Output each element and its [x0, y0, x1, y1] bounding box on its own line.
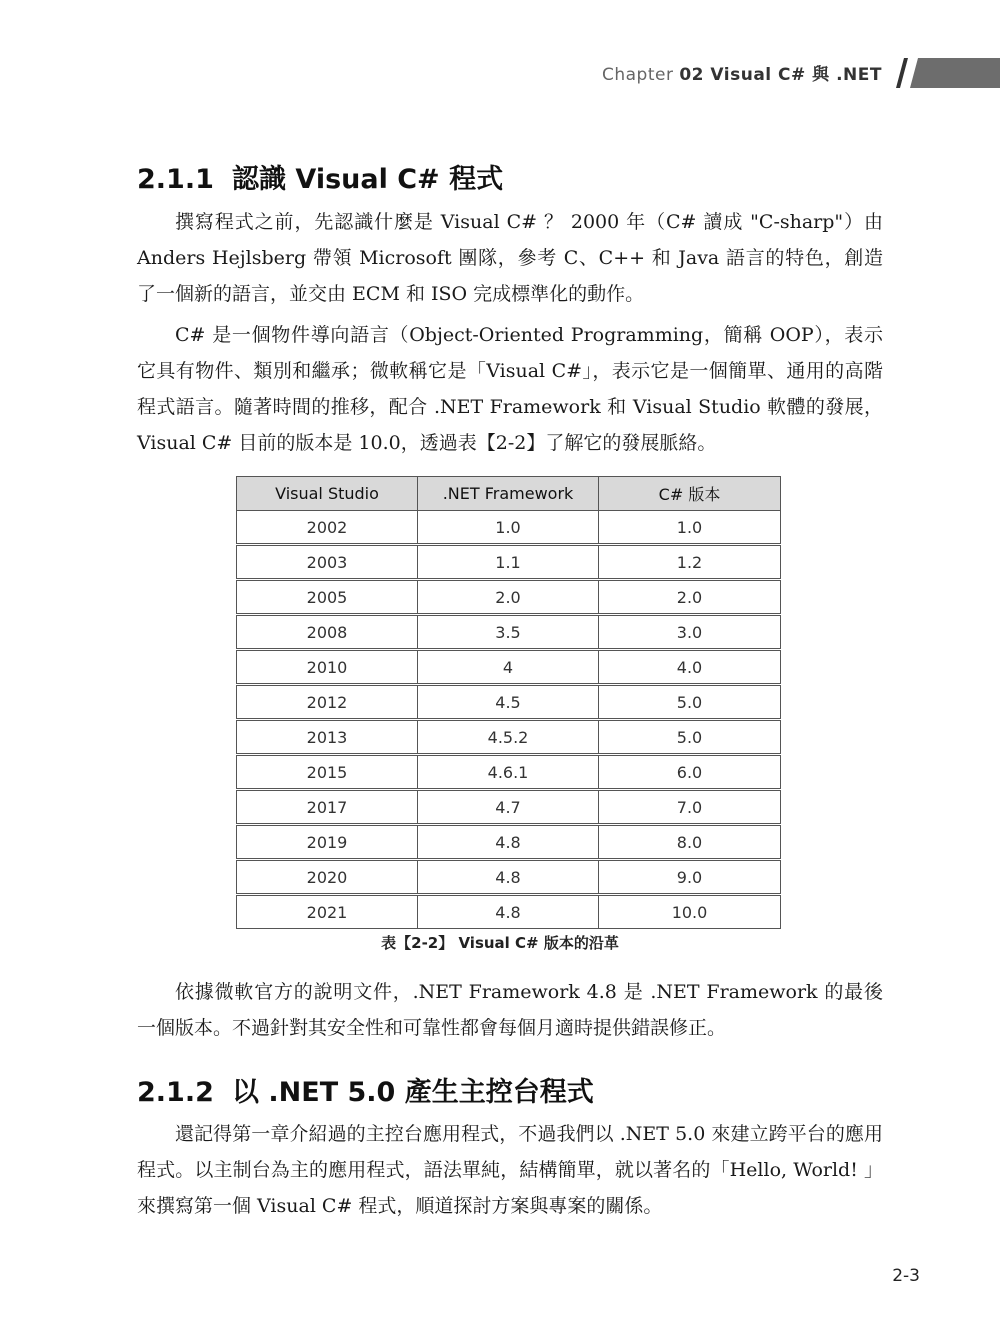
table-row	[237, 825, 781, 860]
table-row	[237, 545, 781, 580]
table-row	[237, 580, 781, 615]
header-slash-bar	[910, 58, 1000, 88]
table-header-cell: C# 版本	[599, 477, 781, 511]
table-cell: 2010	[237, 650, 418, 685]
table-row	[237, 895, 781, 929]
section-title-text: 以 .NET 5.0 產生主控台程式	[232, 1077, 594, 1108]
table-cell: 2019	[237, 825, 418, 860]
chapter-title: 02 Visual C# 與 .NET	[679, 65, 882, 85]
table-row	[237, 650, 781, 685]
table-cell: 4.0	[599, 650, 781, 685]
table-cell: 1.0	[418, 511, 599, 545]
table-cell: 2005	[237, 580, 418, 615]
table-header-cell: .NET Framework	[418, 477, 599, 511]
table-cell: 4.5.2	[418, 720, 599, 755]
page-number: 2-3	[892, 1266, 920, 1286]
table-cell: 6.0	[599, 755, 781, 790]
table-cell: 2.0	[418, 580, 599, 615]
table-cell: 4	[418, 650, 599, 685]
table-cell: 4.8	[418, 825, 599, 860]
chapter-label: Chapter	[601, 65, 674, 85]
section-title-text: 認識 Visual C# 程式	[232, 164, 504, 195]
table-cell: 9.0	[599, 860, 781, 895]
table-cell: 2002	[237, 511, 418, 545]
table-caption: 表【2-2】 Visual C# 版本的沿革	[381, 934, 619, 952]
table-cell: 2015	[237, 755, 418, 790]
table-row	[237, 720, 781, 755]
paragraph-csharp-oop: C# 是一個物件導向語言（Object-Oriented Programming，簡稱 OOP），表示它具有物件、類別和繼承；微軟稱它是「Visual C#」，表示它是一個簡單、通用的高階程式語言。隨著時間的推移，配合 .NET Framework 和 Visual Studio 軟體的發展，Visual C# 目前的版本是 10.0，透過表【2-2】了解它的發展脈絡。	[137, 324, 883, 454]
table-cell: 2013	[237, 720, 418, 755]
table-cell: 2021	[237, 895, 418, 929]
version-table	[236, 476, 781, 929]
table-cell: 4.5	[418, 685, 599, 720]
table-cell: 1.2	[599, 545, 781, 580]
table-cell: 5.0	[599, 720, 781, 755]
table-cell: 4.6.1	[418, 755, 599, 790]
table-cell: 2.0	[599, 580, 781, 615]
table-cell: 4.8	[418, 895, 599, 929]
table-row	[237, 615, 781, 650]
paragraph-console-app: 還記得第一章介紹過的主控台應用程式，不過我們以 .NET 5.0 來建立跨平台的應用程式。以主制台為主的應用程式，語法單純，結構簡單，就以著名的「Hello, World! 」來撰寫第一個 Visual C# 程式，順道探討方案與專案的關係。	[137, 1123, 883, 1217]
table-cell: 2020	[237, 860, 418, 895]
table-row	[237, 511, 781, 545]
table-cell: 5.0	[599, 685, 781, 720]
table-cell: 10.0	[599, 895, 781, 929]
header-decoration	[882, 58, 1000, 88]
table-cell: 1.0	[599, 511, 781, 545]
table-cell: 3.0	[599, 615, 781, 650]
table-cell: 1.1	[418, 545, 599, 580]
table-cell: 2003	[237, 545, 418, 580]
table-header-row	[237, 477, 781, 511]
paragraph-net-framework-note: 依據微軟官方的說明文件，.NET Framework 4.8 是 .NET Framework 的最後一個版本。不過針對其安全性和可靠性都會每個月適時提供錯誤修正。	[137, 981, 883, 1039]
table-row	[237, 790, 781, 825]
table-cell: 4.7	[418, 790, 599, 825]
table-cell: 2012	[237, 685, 418, 720]
header-slash-thin	[896, 58, 908, 88]
section-number: 2.1.1	[137, 164, 214, 195]
table-row	[237, 685, 781, 720]
table-row	[237, 860, 781, 895]
section-heading-2-1-2	[137, 1070, 594, 1109]
table-row	[237, 755, 781, 790]
table-cell: 7.0	[599, 790, 781, 825]
section-heading-2-1-1	[137, 157, 503, 196]
table-cell: 4.8	[418, 860, 599, 895]
section-number: 2.1.2	[137, 1077, 214, 1108]
table-cell: 2017	[237, 790, 418, 825]
table-cell: 8.0	[599, 825, 781, 860]
table-cell: 3.5	[418, 615, 599, 650]
running-header	[602, 60, 882, 85]
table-header-cell: Visual Studio	[237, 477, 418, 511]
table-cell: 2008	[237, 615, 418, 650]
paragraph-intro: 撰寫程式之前，先認識什麼是 Visual C# ？ 2000 年（C# 讀成 "C-sharp"）由 Anders Hejlsberg 帶領 Microsoft 團隊，參考 C、C++ 和 Java 語言的特色，創造了一個新的語言，並交由 ECM 和 ISO 完成標準化的動作。	[137, 211, 883, 305]
